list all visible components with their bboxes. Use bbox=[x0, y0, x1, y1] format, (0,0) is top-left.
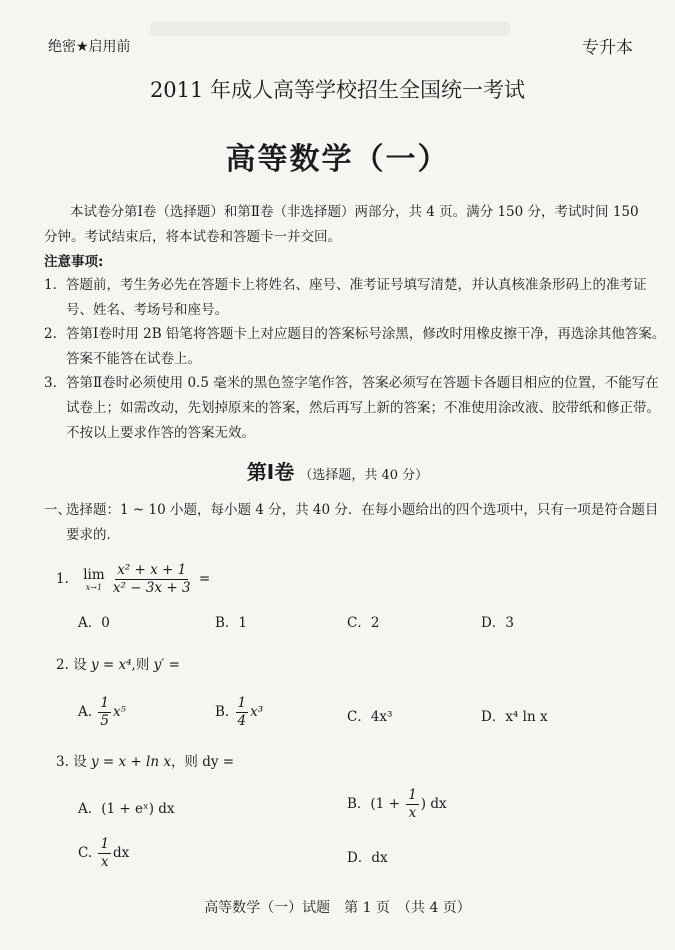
numerator: 1 bbox=[408, 787, 417, 803]
question-1 bbox=[56, 562, 210, 597]
limit-fraction bbox=[111, 562, 193, 597]
part-number: 一、 bbox=[44, 502, 71, 518]
function-definition: y = x⁴ bbox=[90, 657, 132, 673]
fraction bbox=[236, 695, 249, 730]
option-d: D．3 bbox=[481, 615, 514, 631]
question-prefix: 设 bbox=[73, 754, 87, 770]
note-item bbox=[44, 273, 666, 323]
numerator: x² + x + 1 bbox=[117, 562, 187, 578]
option-label: C. bbox=[78, 845, 93, 861]
option-b: B．1 bbox=[215, 615, 248, 631]
section-heading bbox=[0, 456, 675, 485]
section-title: 第Ⅰ卷 bbox=[246, 460, 295, 484]
question-number: 2. bbox=[56, 657, 69, 673]
question-prefix: 设 bbox=[73, 657, 87, 673]
question-2 bbox=[56, 653, 180, 673]
question-number: 1. bbox=[56, 571, 69, 587]
subject-title: 高等数学（一） bbox=[225, 142, 450, 177]
option-label: A. bbox=[78, 704, 93, 720]
function-definition: y = x + ln x bbox=[90, 754, 171, 770]
equals-sign: = bbox=[198, 571, 211, 587]
option-a: A．0 bbox=[78, 615, 110, 631]
option-c bbox=[78, 836, 129, 871]
option-term: x⁵ bbox=[112, 704, 126, 720]
numerator: 1 bbox=[100, 836, 110, 852]
option-term: ) dx bbox=[420, 796, 447, 812]
option-a: A．(1 + eˣ) dx bbox=[78, 801, 175, 817]
intro-paragraph: 本试卷分第Ⅰ卷（选择题）和第Ⅱ卷（非选择题）两部分，共 4 页。满分 150 分，考试时间 150 分钟。考试结束后，将本试卷和答题卡一并交回。 bbox=[44, 204, 639, 245]
question-ask: y′ = bbox=[153, 657, 180, 673]
option-b bbox=[215, 695, 263, 730]
note-text: 答第Ⅰ卷时用 2B 铅笔将答题卡上对应题目的答案标号涂黑，修改时用橡皮擦干净，再选涂其他答案。答案不能答在试卷上。 bbox=[66, 326, 666, 367]
denominator: x² − 3x + 3 bbox=[112, 580, 191, 596]
note-number: 1. bbox=[44, 277, 57, 293]
question-number: 3. bbox=[56, 754, 69, 770]
option-a bbox=[78, 695, 126, 730]
confidential-label: 绝密★启用前 bbox=[48, 39, 131, 55]
part-description bbox=[44, 498, 666, 548]
limit-subscript: x→1 bbox=[85, 582, 103, 592]
note-number: 3. bbox=[44, 375, 57, 391]
question-suffix: ,则 bbox=[131, 657, 150, 673]
scan-smudge bbox=[150, 22, 510, 36]
denominator: x bbox=[100, 854, 109, 870]
option-label: B．(1 + bbox=[347, 796, 400, 812]
option-term: dx bbox=[113, 845, 130, 861]
numerator: 1 bbox=[100, 695, 109, 711]
option-label: B. bbox=[215, 704, 230, 720]
limit-operator bbox=[83, 568, 104, 592]
note-text: 答第Ⅱ卷时必须使用 0.5 毫米的黑色签字笔作答，答案必须写在答题卡各题目相应的位置，不能写在试卷上；如需改动，先划掉原来的答案，然后再写上新的答案；不准使用涂改液、胶带纸和修正带。不按以上要求作答的答案无效。 bbox=[66, 375, 660, 441]
section-subtitle: （选择题，共 40 分） bbox=[299, 468, 429, 483]
limit-word: lim bbox=[83, 566, 105, 583]
page-footer: 高等数学（一）试题 第 1 页 （共 4 页） bbox=[204, 900, 471, 916]
fraction bbox=[98, 695, 111, 730]
note-item bbox=[44, 322, 666, 372]
option-d: D．x⁴ ln x bbox=[481, 709, 548, 725]
option-term: x³ bbox=[250, 704, 264, 720]
denominator: x bbox=[408, 805, 417, 821]
question-suffix: ，则 dy = bbox=[170, 754, 235, 770]
fraction bbox=[406, 787, 419, 822]
note-item bbox=[44, 371, 666, 446]
option-c: C．4x³ bbox=[347, 709, 393, 725]
question-3 bbox=[56, 750, 234, 770]
option-d: D．dx bbox=[347, 850, 388, 866]
exam-title: 2011 年成人高等学校招生全国统一考试 bbox=[149, 78, 526, 102]
numerator: 1 bbox=[237, 695, 247, 711]
denominator: 5 bbox=[100, 713, 109, 729]
note-text: 答题前，考生务必先在答题卡上将姓名、座号、准考证号填写清楚，并认真核准条形码上的准考证号、姓名、考场号和座号。 bbox=[66, 277, 647, 318]
part-text: 选择题：1 ~ 10 小题，每小题 4 分，共 40 分．在每小题给出的四个选项中，只有一项是符合题目要求的． bbox=[66, 502, 659, 543]
exam-level-label: 专升本 bbox=[582, 38, 633, 58]
notes-heading: 注意事项: bbox=[44, 254, 104, 270]
option-b bbox=[347, 787, 447, 822]
option-c: C．2 bbox=[347, 615, 380, 631]
fraction bbox=[98, 836, 111, 871]
denominator: 4 bbox=[237, 713, 247, 729]
note-number: 2. bbox=[44, 326, 57, 342]
